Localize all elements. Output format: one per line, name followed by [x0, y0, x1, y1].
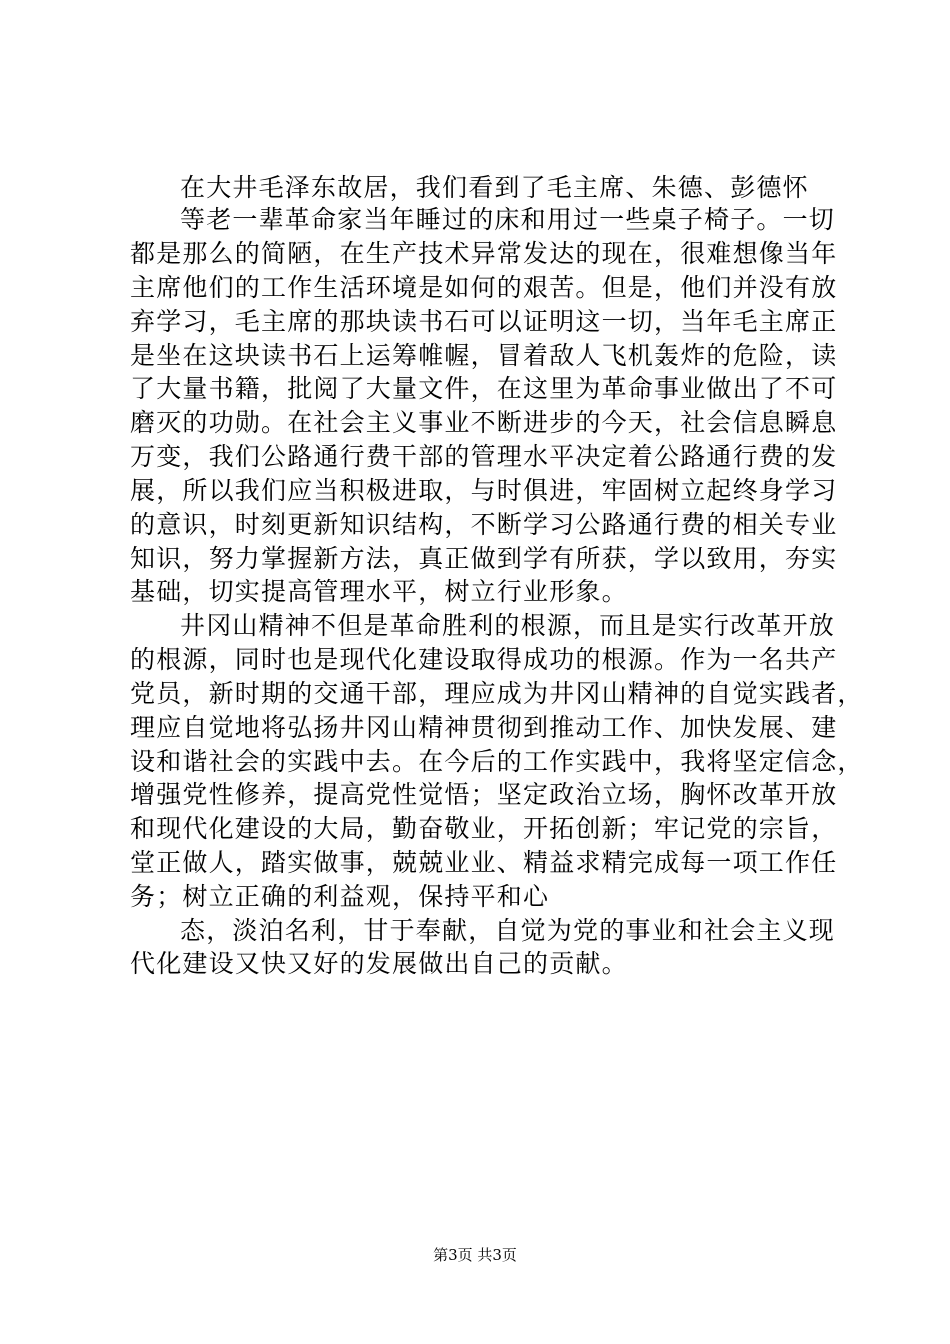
paragraph-line: 堂正做人，踏实做事，兢兢业业、精益求精完成每一项工作任 — [130, 848, 838, 877]
paragraph-line: 代化建设又快又好的发展做出自己的贡献。 — [130, 949, 628, 978]
paragraph-line: 主席他们的工作生活环境是如何的艰苦。但是，他们并没有放 — [130, 273, 838, 302]
paragraph-line: 了大量书籍，批阅了大量文件，在这里为革命事业做出了不可 — [130, 374, 838, 403]
paragraph-line: 态，淡泊名利，甘于奉献，自觉为党的事业和社会主义现 — [180, 916, 836, 945]
paragraph-line: 知识，努力掌握新方法，真正做到学有所获，学以致用，夯实 — [130, 544, 838, 573]
paragraph-line: 党员，新时期的交通干部，理应成为井冈山精神的自觉实践者， — [130, 679, 864, 708]
page-number-footer: 第3页 共3页 — [433, 1246, 517, 1264]
paragraph-line: 井冈山精神不但是革命胜利的根源，而且是实行改革开放 — [180, 611, 836, 640]
paragraph-line: 磨灭的功勋。在社会主义事业不断进步的今天，社会信息瞬息 — [130, 408, 838, 437]
paragraph-line: 基础，切实提高管理水平，树立行业形象。 — [130, 577, 628, 606]
paragraph-line: 都是那么的简陋，在生产技术异常发达的现在，很难想像当年 — [130, 239, 838, 268]
paragraph-line: 和现代化建设的大局，勤奋敬业，开拓创新；牢记党的宗旨， — [130, 814, 838, 843]
paragraph-line: 的根源，同时也是现代化建设取得成功的根源。作为一名共产 — [130, 645, 838, 674]
paragraph-line: 务；树立正确的利益观，保持平和心 — [130, 882, 550, 911]
paragraph-line: 的意识，时刻更新知识结构，不断学习公路通行费的相关专业 — [130, 510, 838, 539]
paragraph-line: 万变，我们公路通行费干部的管理水平决定着公路通行费的发 — [130, 442, 838, 471]
paragraph-line: 增强党性修养，提高党性觉悟；坚定政治立场，胸怀改革开放 — [130, 780, 838, 809]
paragraph-line: 弃学习，毛主席的那块读书石可以证明这一切，当年毛主席正 — [130, 307, 838, 336]
paragraph-line: 在大井毛泽东故居，我们看到了毛主席、朱德、彭德怀 — [180, 173, 809, 202]
paragraph-line: 设和谐社会的实践中去。在今后的工作实践中，我将坚定信念， — [130, 747, 864, 776]
paragraph-line: 理应自觉地将弘扬井冈山精神贯彻到推动工作、加快发展、建 — [130, 713, 838, 742]
paragraph-line: 展，所以我们应当积极进取，与时俱进，牢固树立起终身学习 — [130, 476, 838, 505]
paragraph-line: 是坐在这块读书石上运筹帷幄，冒着敌人飞机轰炸的危险，读 — [130, 341, 838, 370]
paragraph-line: 等老一辈革命家当年睡过的床和用过一些桌子椅子。一切 — [180, 205, 836, 234]
